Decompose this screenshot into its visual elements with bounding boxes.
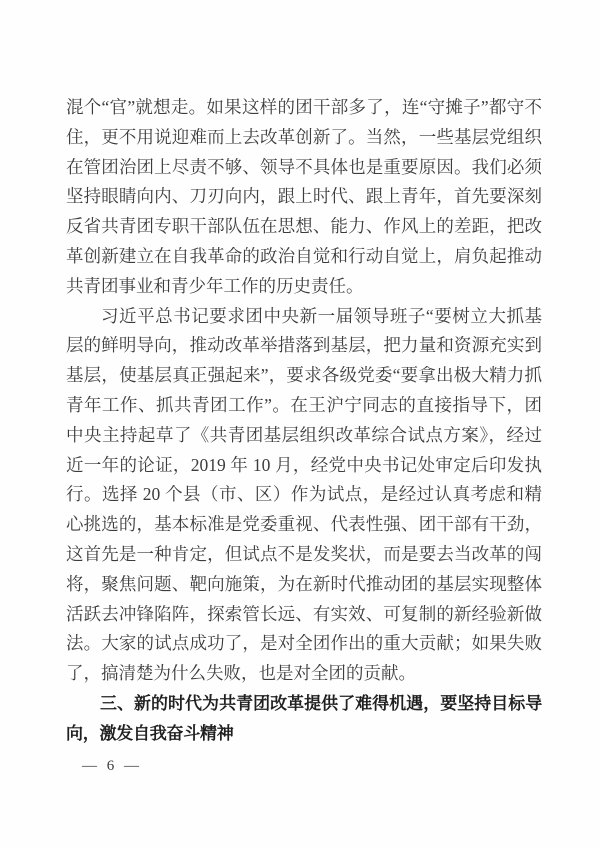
body-paragraph-continuation: 混个“官”就想走。如果这样的团干部多了，连“守摊子”都守不住，更不用说迎难而上去改革创新了。当然，一些基层党组织在管团治团上尽责不够、领导不具体也是重要原因。我们必须坚持眼睛向内、刀刃向内，跟上时代、跟上青年，首先要深刻反省共青团专职干部队伍在思想、能力、作风上的差距，把改革创新建立在自我革命的政治自觉和行动自觉上，肩负起推动共青团事业和青少年工作的历史责任。 (66, 97, 542, 296)
page-number: — 6 — (82, 758, 142, 774)
body-paragraph: 习近平总书记要求团中央新一届领导班子“要树立大抓基层的鲜明导向，推动改革举措落到基层，把力量和资源充实到基层，使基层真正强起来”，要求各级党委“要拿出极大精力抓青年工作、抓共青团工作”。在王沪宁同志的直接指导下，团中央主持起草了《共青团基层组织改革综合试点方案》，经过近一年的论证，2019 年 10 月，经党中央书记处审定后印发执行。选择 20 个县（市、区）作为试点，是经过认真考虑和精心挑选的，基本标准是党委重视、代表性强、团干部有干劲，这首先是一种肯定，但试点不是发奖状，而是要去当改革的闯将，聚焦问题、靶向施策，为在新时代推动团的基层实现整体活跃去冲锋陷阵，探索管长远、有实效、可复制的新经验新做法。大家的试点成功了，是对全团作出的重大贡献；如果失败了，搞清楚为什么失败，也是对全团的贡献。 (66, 305, 542, 684)
section-heading: 三、新的时代为共青团改革提供了难得机遇，要坚持目标导向，激发自我奋斗精神 (66, 693, 542, 743)
text-block (66, 93, 542, 749)
